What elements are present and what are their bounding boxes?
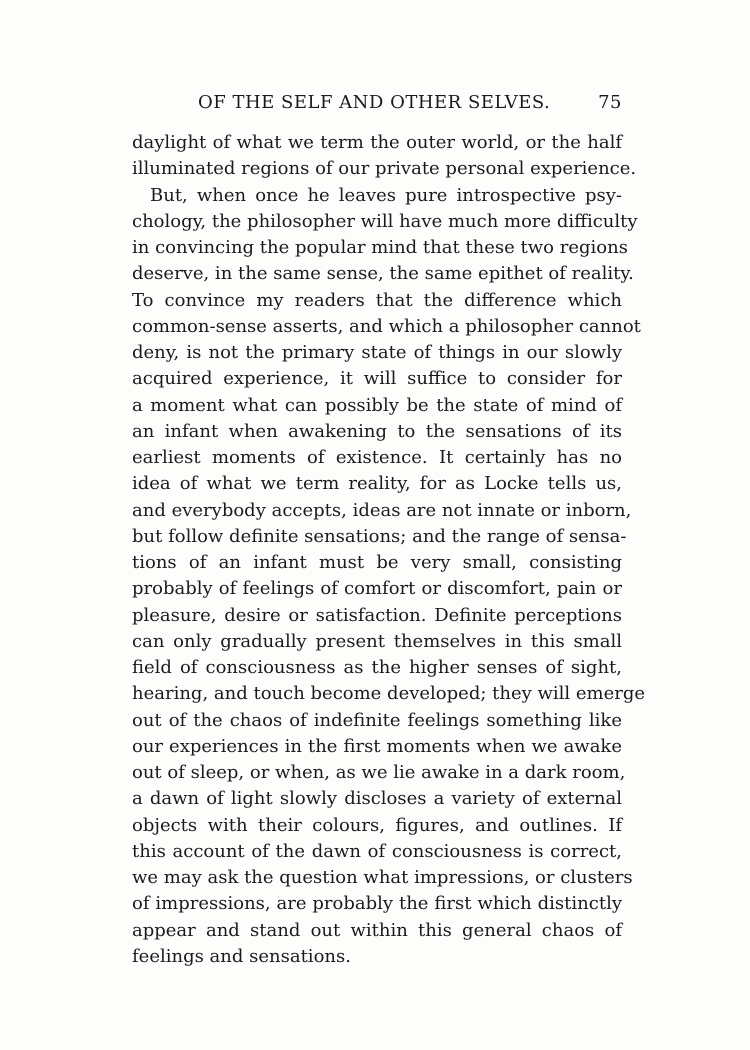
text-line: field of consciousness as the higher senses of sight, xyxy=(132,657,622,678)
text-line: and everybody accepts, ideas are not innate or inborn, xyxy=(132,499,632,521)
text-line: appear and stand out within this general chaos of xyxy=(132,919,622,941)
text-line: our experiences in the first moments when we awake xyxy=(132,735,622,757)
text-line: in convincing the popular mind that these two regions xyxy=(132,237,628,258)
text-line: illuminated regions of our private personal experience. xyxy=(132,158,637,180)
text-line: this account of the dawn of consciousness is correct, xyxy=(132,840,622,862)
running-title: OF THE SELF AND OTHER SELVES. xyxy=(198,92,551,113)
text-line: a dawn of light slowly discloses a variety of external xyxy=(132,788,622,810)
body-text xyxy=(132,130,646,970)
text-line: objects with their colours, figures, and outlines. If xyxy=(132,814,622,836)
text-line: an infant when awakening to the sensations of its xyxy=(132,420,622,442)
text-line: deny, is not the primary state of things in our slowly xyxy=(132,342,622,363)
running-head xyxy=(132,92,622,118)
text-line: can only gradually present themselves in this small xyxy=(132,630,622,652)
text-line: tions of an infant must be very small, consisting xyxy=(132,552,622,573)
text-line: pleasure, desire or satisfaction. Definite perceptions xyxy=(132,604,622,626)
text-line: But, when once he leaves pure introspective psy- xyxy=(150,184,622,206)
text-line: daylight of what we term the outer world, or the half xyxy=(132,132,622,153)
text-line: acquired experience, it will suffice to consider for xyxy=(132,368,622,390)
text-line: of impressions, are probably the first which distinctly xyxy=(132,893,622,915)
text-line: feelings and sensations. xyxy=(132,945,351,967)
text-line: probably of feelings of comfort or discomfort, pain or xyxy=(132,578,622,600)
text-line: out of the chaos of indefinite feelings something like xyxy=(132,709,622,731)
page-number: 75 xyxy=(598,92,622,113)
text-line: deserve, in the same sense, the same epithet of reality. xyxy=(132,263,634,285)
text-line: common-sense asserts, and which a philosopher cannot xyxy=(132,315,641,337)
text-line: a moment what can possibly be the state of mind of xyxy=(132,394,622,416)
text-line: we may ask the question what impressions, or clusters xyxy=(132,867,633,888)
text-line: hearing, and touch become developed; they will emerge xyxy=(132,683,646,705)
text-line: earliest moments of existence. It certainly has no xyxy=(132,447,622,468)
text-line: out of sleep, or when, as we lie awake in a dark room, xyxy=(132,762,626,783)
text-line: idea of what we term reality, for as Locke tells us, xyxy=(132,473,622,495)
text-line: chology, the philosopher will have much more difficulty xyxy=(132,210,638,232)
text-line: but follow definite sensations; and the range of sensa- xyxy=(132,525,627,547)
text-line: To convince my readers that the difference which xyxy=(132,289,622,311)
